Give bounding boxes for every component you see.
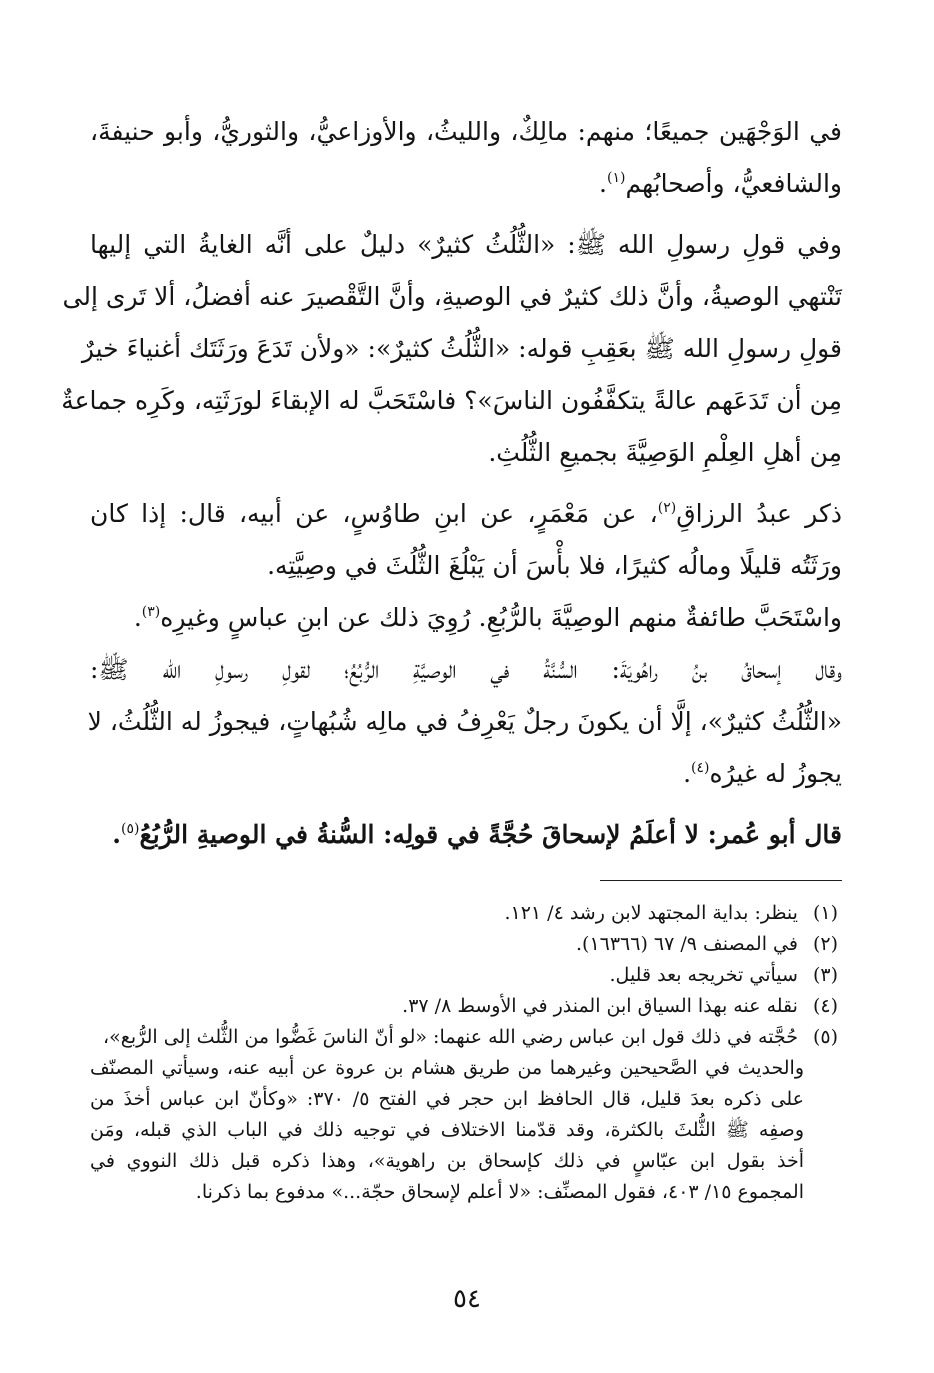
footnote-line: وصفِه ﷺ الثُّلثَ بالكثرة، وقد قدّمنا الاختلاف في توجيه ذلك في الباب الذي قبله، ومَن xyxy=(90,1119,804,1141)
text-line: وفي قولِ رسولِ الله ﷺ: «الثُّلُثُ كثيرٌ» دليلٌ على أنَّه الغايةُ التي إليها xyxy=(90,230,842,259)
footnote-number: (٣) xyxy=(812,964,838,986)
main-text xyxy=(61,106,842,861)
footnote-4: (٤) نقله عنه بهذا السياق ابن المنذر في الأوسط ٨/ ٣٧. xyxy=(90,991,838,1022)
footnote-marker[interactable]: (٥) xyxy=(120,821,140,837)
footnote-1: (١) ينظر: بداية المجتهد لابن رشد ٤/ ١٢١. xyxy=(90,898,838,929)
text-line: يجوزُ له غيرُه$^{(٤)}$. xyxy=(683,759,842,788)
footnote-marker[interactable]: (٢) xyxy=(657,500,677,516)
text-line: ورَثَتُه قليلًا ومالُه كثيرًا، فلا بأْسَ أن يَبْلُغَ الثُّلُثَ في وصِيَّتِه. xyxy=(267,551,842,580)
footnote-number: (١) xyxy=(812,902,838,924)
footnote-5: (٥) حُجَّته في ذلك قول ابن عباس رضي الله عنهما: «لو أنّ الناسَ غَضُّوا من الثُّلث إلى الرُّبع»، والحديث في الصَّحيحين وغيرهما من طريق هشام بن عروة عن أبيه عنه، وسيأتي المصنّف على ذكره بعدَ قليل، قال الحافظ ابن حجر في الفتح ٥/ ٣٧٠: «وكأنّ ابن عباس أخذَ من وصفِه ﷺ الثُّلثَ بالكثرة، وقد قدّمنا الاختلاف في توجيه ذلك في الباب الذي قبله، ومَن أخذ بقول ابن عبّاسٍ في ذلك كإسحاق بن راهوية»، وهذا ذكره قبل ذلك النووي في المجموع ١٥/ ٤٠٣، فقول المصنِّف: «لا أعلم لإسحاق حجّة...» مدفوع بما ذكرنا. xyxy=(90,1022,838,1208)
text-line: تَنْتهي الوصيةُ، وأنَّ ذلك كثيرٌ في الوصيةِ، وأنَّ التَّقْصيرَ عنه أفضلُ، ألا تَرى إلى xyxy=(62,282,842,311)
text-line: وقال إسحاقُ بنُ راهُويَةَ: السُّنَّةُ في الوصيَّةِ الرُّبُعُ؛ لقولِ رسولِ الله ﷺ: xyxy=(90,655,842,684)
footnote-line: والحديث في الصَّحيحين وغيرهما من طريق هشام بن عروة عن أبيه عنه، وسيأتي المصنّف xyxy=(90,1057,804,1079)
text-line: مِن أهلِ العِلْمِ الوَصِيَّةَ بجميعِ الثُّلُثِ. xyxy=(488,438,842,467)
footnote-line: المجموع ١٥/ ٤٠٣، فقول المصنِّف: «لا أعلم لإسحاق حجّة...» مدفوع بما ذكرنا. xyxy=(195,1181,804,1203)
text-line: ذكر عبدُ الرزاقِ$^{(٢)}$، عن مَعْمَرٍ، عن ابنِ طاوُسٍ، عن أبيه، قال: إذا كان xyxy=(90,499,842,528)
footnote-2: (٢) في المصنف ٩/ ٦٧ (١٦٣٦٦). xyxy=(90,929,838,960)
footnotes xyxy=(90,898,838,1208)
footnote-3: (٣) سيأتي تخريجه بعد قليل. xyxy=(90,960,838,991)
footnote-number: (٥) xyxy=(812,1026,838,1048)
text-line: والشافعيُّ، وأصحابُهم$^{(١)}$. xyxy=(599,169,842,198)
footnote-marker[interactable]: (٣) xyxy=(141,604,161,620)
text-line: مِن أن تَدَعَهم عالةً يتكفَّفُون الناسَ»؟ فاسْتَحَبَّ له الإبقاءَ لورَثَتِه، وكَرِه جماعةٌ xyxy=(61,386,842,415)
text-line: واسْتَحَبَّ طائفةٌ منهم الوصِيَّةَ بالرُّبُعِ. رُوِيَ ذلك عن ابنِ عباسٍ وغيرِه$^{(٣)}$. xyxy=(133,603,842,632)
text-line: «الثُّلُثُ كثيرٌ»، إلَّا أن يكونَ رجلٌ يَعْرِفُ في مالِه شُبُهاتٍ، فيجوزُ له الثُّلُثُ، لا xyxy=(87,707,842,736)
footnote-number: (٢) xyxy=(812,933,838,955)
footnote-line: على ذكره بعدَ قليل، قال الحافظ ابن حجر في الفتح ٥/ ٣٧٠: «وكأنّ ابن عباس أخذَ من xyxy=(90,1088,804,1110)
text-line: في الوَجْهَين جميعًا؛ منهم: مالِكٌ، والليثُ، والأوزاعيُّ، والثوريُّ، وأبو حنيفةَ، xyxy=(90,117,842,146)
footnote-separator xyxy=(600,880,842,881)
footnote-number: (٤) xyxy=(812,995,838,1017)
page-number: ٥٤ xyxy=(453,1284,481,1314)
text-line: قولِ رسولِ الله ﷺ بعَقِبِ قوله: «الثُّلُثُ كثيرٌ»: «ولأن تَدَعَ ورَثَتَك أغنياءَ خيرٌ xyxy=(81,334,842,363)
footnote-marker[interactable]: (١) xyxy=(606,170,626,186)
footnote-line: أخذ بقول ابن عبّاسٍ في ذلك كإسحاق بن راهوية»، وهذا ذكره قبل ذلك النووي في xyxy=(90,1150,804,1172)
text-line-bold: قال أبو عُمر: لا أعلَمُ لإسحاقَ حُجَّةً في قولِه: السُّنةُ في الوصيةِ الرُّبُعُ$^{(٥)}$. xyxy=(112,820,842,849)
footnote-marker[interactable]: (٤) xyxy=(691,760,710,776)
